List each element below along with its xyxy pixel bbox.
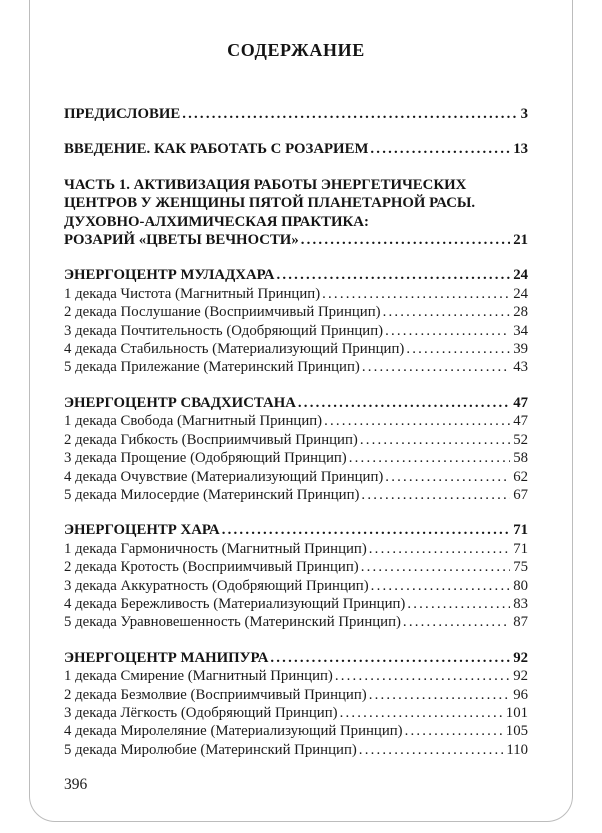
toc-page-number: 47 bbox=[513, 394, 528, 411]
dot-leader bbox=[349, 449, 510, 467]
dot-leader bbox=[359, 741, 504, 759]
toc-entry bbox=[64, 741, 528, 759]
toc-page-number: 87 bbox=[513, 614, 528, 631]
toc-page-number: 24 bbox=[513, 285, 528, 302]
toc-entry-text: ЭНЕРГОЦЕНТР МУЛАДХАРА bbox=[64, 267, 275, 284]
dot-leader bbox=[407, 595, 510, 613]
dot-leader bbox=[369, 540, 510, 558]
toc-line bbox=[64, 686, 528, 704]
dot-leader bbox=[361, 558, 511, 576]
toc-entry-text: 2 декада Кротость (Восприимчивый Принцип) bbox=[64, 559, 359, 576]
toc-entry-text: 3 декада Прощение (Одобряющий Принцип) bbox=[64, 450, 347, 467]
toc-entry-text: РОЗАРИЙ «ЦВЕТЫ ВЕЧНОСТИ» bbox=[64, 232, 299, 249]
toc-page-number: 80 bbox=[513, 577, 528, 594]
dot-leader bbox=[385, 468, 510, 486]
toc-entry bbox=[64, 140, 528, 158]
toc-line bbox=[64, 412, 528, 430]
toc-page-number: 110 bbox=[506, 741, 528, 758]
toc-entry bbox=[64, 303, 528, 321]
toc-line bbox=[64, 613, 528, 631]
toc-line bbox=[64, 322, 528, 340]
toc-line bbox=[64, 431, 528, 449]
toc-line bbox=[64, 231, 528, 249]
toc-entry bbox=[64, 595, 528, 613]
toc-page-number: 13 bbox=[513, 141, 528, 158]
toc-entry-text: 3 декада Почтительность (Одобряющий Принцип) bbox=[64, 322, 384, 339]
toc-line bbox=[64, 722, 528, 740]
toc-entry-text: 3 декада Аккуратность (Одобряющий Принцип) bbox=[64, 577, 369, 594]
toc-page-number: 43 bbox=[513, 359, 528, 376]
dot-leader bbox=[362, 358, 510, 376]
toc-entry-text: ЭНЕРГОЦЕНТР МАНИПУРА bbox=[64, 649, 269, 666]
toc-page-number: 39 bbox=[513, 341, 528, 358]
toc-line bbox=[64, 468, 528, 486]
dot-leader bbox=[361, 486, 510, 504]
toc-line bbox=[64, 704, 528, 722]
page-title: СОДЕРЖАНИЕ bbox=[227, 40, 365, 60]
dot-leader bbox=[405, 722, 503, 740]
toc-entry bbox=[64, 704, 528, 722]
toc-entry-text: ЧАСТЬ 1. АКТИВИЗАЦИЯ РАБОТЫ ЭНЕРГЕТИЧЕСКИХ bbox=[64, 176, 467, 193]
toc-entry bbox=[64, 722, 528, 740]
toc-page-number: 3 bbox=[520, 106, 528, 122]
toc-entry-text: 5 декада Милосердие (Материнский Принцип) bbox=[64, 486, 360, 503]
toc-page-number: 75 bbox=[513, 559, 528, 576]
toc-page-number: 96 bbox=[513, 686, 528, 703]
toc-page-number: 67 bbox=[513, 486, 528, 503]
toc-entry bbox=[64, 266, 528, 284]
toc-entry bbox=[64, 285, 528, 303]
toc-group bbox=[64, 266, 528, 376]
toc-page-number: 92 bbox=[513, 649, 528, 666]
dot-leader bbox=[301, 231, 510, 249]
toc-entry bbox=[64, 577, 528, 595]
toc-entry-text: 4 декада Очувствие (Материализующий Принцип) bbox=[64, 468, 384, 485]
dot-leader bbox=[335, 667, 510, 685]
dot-leader bbox=[222, 521, 510, 539]
dot-leader bbox=[322, 285, 510, 303]
dot-leader bbox=[369, 686, 511, 704]
dot-leader bbox=[370, 140, 510, 158]
toc-entry bbox=[64, 340, 528, 358]
toc-entry bbox=[64, 686, 528, 704]
toc-line bbox=[64, 266, 528, 284]
toc-line bbox=[64, 340, 528, 358]
footer-page-number: 396 bbox=[64, 776, 88, 793]
toc-line bbox=[64, 486, 528, 504]
toc-entry bbox=[64, 667, 528, 685]
dot-leader bbox=[371, 577, 511, 595]
toc-entry bbox=[64, 394, 528, 412]
toc-entry-text: 1 декада Гармоничность (Магнитный Принцип) bbox=[64, 540, 367, 557]
toc-entry-text: ЦЕНТРОВ У ЖЕНЩИНЫ ПЯТОЙ ПЛАНЕТАРНОЙ РАСЫ. bbox=[64, 195, 476, 212]
toc-line bbox=[64, 577, 528, 595]
toc-entry bbox=[64, 521, 528, 539]
toc-group bbox=[64, 521, 528, 631]
toc-line bbox=[64, 649, 528, 667]
toc-page-number: 52 bbox=[513, 431, 528, 448]
dot-leader bbox=[340, 704, 503, 722]
toc-line bbox=[64, 449, 528, 467]
toc-entry bbox=[64, 468, 528, 486]
toc-page-number: 58 bbox=[513, 450, 528, 467]
dot-leader bbox=[406, 340, 510, 358]
toc-line bbox=[64, 176, 528, 194]
toc-entry-text: 1 декада Чистота (Магнитный Принцип) bbox=[64, 285, 321, 302]
toc-entry-text: 2 декада Гибкость (Восприимчивый Принцип) bbox=[64, 431, 358, 448]
toc-page-number: 101 bbox=[505, 704, 528, 721]
toc-entry bbox=[64, 449, 528, 467]
toc-line bbox=[64, 558, 528, 576]
dot-leader bbox=[360, 431, 510, 449]
toc-line bbox=[64, 595, 528, 613]
toc-entry bbox=[64, 105, 528, 123]
toc-line bbox=[64, 194, 528, 212]
toc-page-number: 92 bbox=[513, 668, 528, 685]
toc-line bbox=[64, 521, 528, 539]
dot-leader bbox=[403, 613, 510, 631]
toc-entry bbox=[64, 412, 528, 430]
toc-line bbox=[64, 540, 528, 558]
toc-line bbox=[64, 213, 528, 231]
dot-leader bbox=[298, 394, 510, 412]
toc-entry bbox=[64, 613, 528, 631]
toc-list bbox=[64, 105, 528, 759]
toc-entry-text: 4 декада Стабильность (Материализующий Принцип) bbox=[64, 341, 405, 358]
dot-leader bbox=[270, 649, 510, 667]
dot-leader bbox=[182, 105, 517, 123]
toc-entry-text: 4 декада Бережливость (Материализующий Принцип) bbox=[64, 595, 406, 612]
toc-page-number: 34 bbox=[513, 322, 528, 339]
toc-line bbox=[64, 667, 528, 685]
toc-page-number: 83 bbox=[513, 595, 528, 612]
toc-page-number: 71 bbox=[513, 522, 528, 539]
toc-group bbox=[64, 176, 528, 250]
toc-entry bbox=[64, 358, 528, 376]
toc-line bbox=[64, 140, 528, 158]
toc-entry bbox=[64, 649, 528, 667]
dot-leader bbox=[383, 303, 511, 321]
toc-line bbox=[64, 358, 528, 376]
toc-group bbox=[64, 649, 528, 759]
toc-entry-text: 3 декада Лёгкость (Одобряющий Принцип) bbox=[64, 704, 338, 721]
dot-leader bbox=[276, 266, 510, 284]
toc-entry bbox=[64, 322, 528, 340]
toc-line bbox=[64, 285, 528, 303]
toc-page-number: 47 bbox=[513, 413, 528, 430]
toc-page-number: 28 bbox=[513, 304, 528, 321]
toc-page-number: 105 bbox=[505, 723, 528, 740]
toc-entry-text: 5 декада Уравновешенность (Материнский Принцип) bbox=[64, 614, 401, 631]
toc-entry bbox=[64, 540, 528, 558]
toc-entry-text: 1 декада Свобода (Магнитный Принцип) bbox=[64, 413, 323, 430]
dot-leader bbox=[324, 412, 510, 430]
toc-line bbox=[64, 105, 528, 123]
toc-page-number: 24 bbox=[513, 267, 528, 284]
toc-entry-text: 1 декада Смирение (Магнитный Принцип) bbox=[64, 668, 333, 685]
toc-entry bbox=[64, 176, 528, 250]
toc-entry-text: ВВЕДЕНИЕ. КАК РАБОТАТЬ С РОЗАРИЕМ bbox=[64, 141, 369, 158]
toc-page-number: 71 bbox=[513, 540, 528, 557]
toc-line bbox=[64, 741, 528, 759]
toc-entry-text: ПРЕДИСЛОВИЕ bbox=[64, 106, 181, 122]
toc-group bbox=[64, 394, 528, 504]
dot-leader bbox=[385, 322, 510, 340]
toc-entry-text: 4 декада Миролеляние (Материализующий Принцип) bbox=[64, 723, 403, 740]
toc-line bbox=[64, 394, 528, 412]
toc-group bbox=[64, 140, 528, 158]
toc-entry-text: ЭНЕРГОЦЕНТР СВАДХИСТАНА bbox=[64, 394, 296, 411]
toc-entry bbox=[64, 431, 528, 449]
toc-entry bbox=[64, 486, 528, 504]
toc-entry-text: ЭНЕРГОЦЕНТР ХАРА bbox=[64, 522, 220, 539]
page-content bbox=[64, 0, 528, 759]
toc-entry-text: 5 декада Прилежание (Материнский Принцип) bbox=[64, 359, 360, 376]
toc-entry-text: 2 декада Послушание (Восприимчивый Принцип) bbox=[64, 304, 381, 321]
toc-entry-text: ДУХОВНО-АЛХИМИЧЕСКАЯ ПРАКТИКА: bbox=[64, 213, 369, 230]
toc-entry-text: 2 декада Безмолвие (Восприимчивый Принцип) bbox=[64, 686, 367, 703]
toc-group bbox=[64, 105, 528, 123]
toc-page-number: 21 bbox=[513, 232, 528, 249]
toc-line bbox=[64, 303, 528, 321]
toc-page-number: 62 bbox=[513, 468, 528, 485]
toc-entry bbox=[64, 558, 528, 576]
toc-entry-text: 5 декада Миролюбие (Материнский Принцип) bbox=[64, 741, 357, 758]
